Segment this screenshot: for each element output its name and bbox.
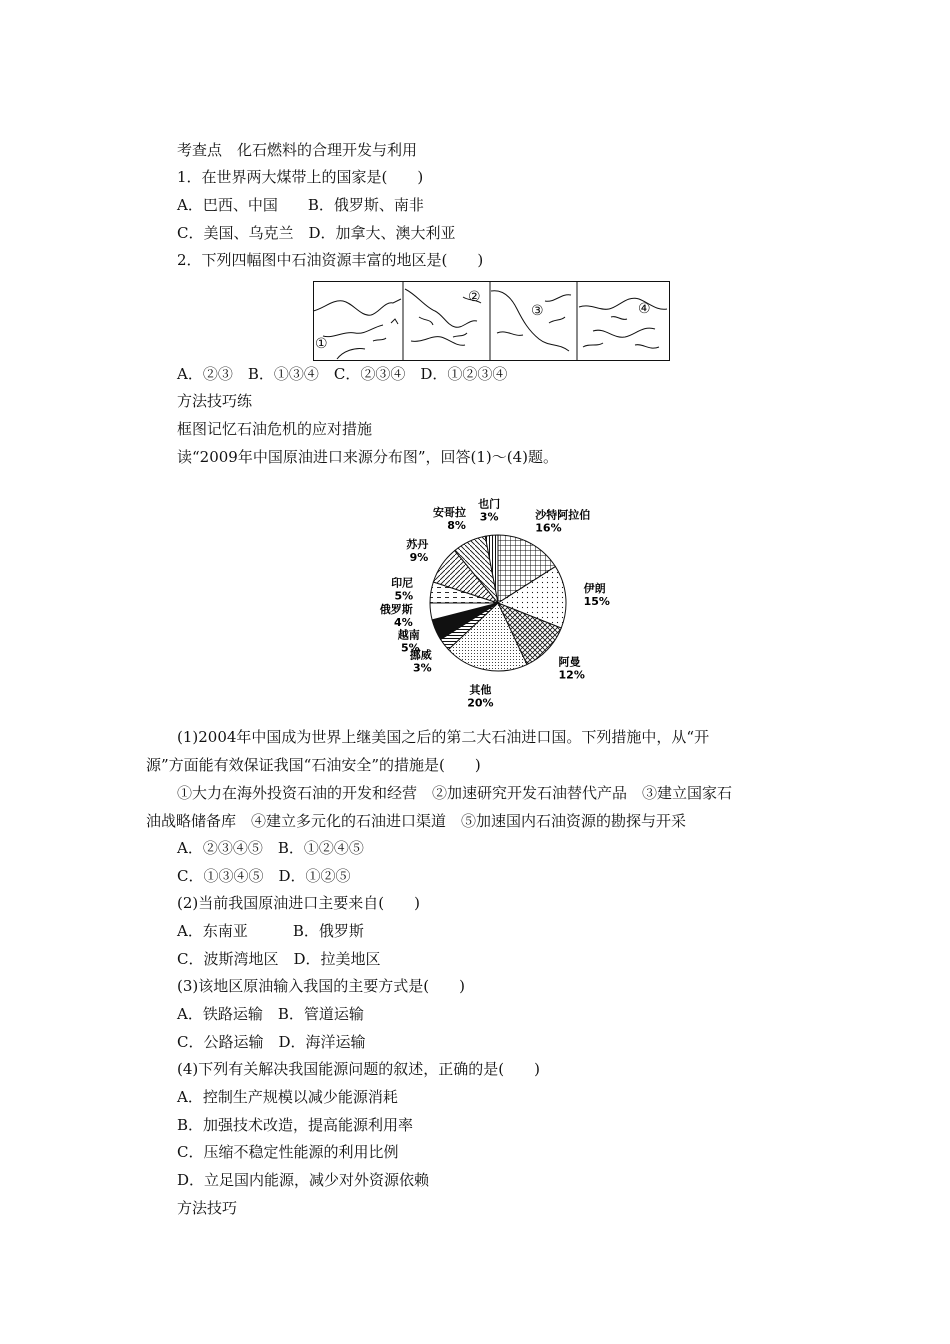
pie-value-9: 8% <box>447 518 466 532</box>
q1-options-ab: A．巴西、中国 B．俄罗斯、南非 <box>177 196 424 214</box>
pie-value-0: 16% <box>535 521 562 535</box>
map-marker-1: ① <box>315 336 328 352</box>
crude-oil-import-pie-chart <box>379 497 610 710</box>
pie-label-2: 阿曼 <box>558 655 581 669</box>
pie-label-8: 苏丹 <box>406 538 429 552</box>
pie-label-1: 伊朗 <box>583 582 606 596</box>
q1-stem: 1．在世界两大煤带上的国家是( ) <box>177 168 424 186</box>
read-intro: 读“2009年中国原油进口来源分布图”，回答(1)～(4)题。 <box>177 448 559 466</box>
pie-value-1: 15% <box>583 595 610 609</box>
sub4-option-a: A．控制生产规模以减少能源消耗 <box>177 1088 398 1106</box>
pie-label-3: 其他 <box>469 683 492 697</box>
sub2-options-cd: C．波斯湾地区 D．拉美地区 <box>177 950 381 968</box>
pie-label-9: 安哥拉 <box>432 505 466 519</box>
regional-maps-figure <box>313 281 670 361</box>
sub1-stem-line2: 源”方面能有效保证我国“石油安全”的措施是( ) <box>146 756 481 774</box>
pie-value-3: 20% <box>467 696 494 710</box>
map-marker-2: ② <box>468 289 481 305</box>
pie-label-4: 挪威 <box>409 648 432 662</box>
q1-options-cd: C．美国、乌克兰 D．加拿大、澳大利亚 <box>177 224 456 242</box>
sub4-option-b: B．加强技术改造，提高能源利用率 <box>177 1116 414 1134</box>
pie-slices <box>430 535 566 671</box>
q2-options: A．②③ B．①③④ C．②③④ D．①②③④ <box>177 365 508 383</box>
sub2-stem: (2)当前我国原油进口主要来自( ) <box>177 894 420 912</box>
sub4-option-d: D．立足国内能源，减少对外资源依赖 <box>177 1171 430 1189</box>
pie-value-10: 3% <box>479 510 499 524</box>
sub1-items-line1: ①大力在海外投资石油的开发和经营 ②加速研究开发石油替代产品 ③建立国家石 <box>177 784 733 802</box>
pie-value-6: 4% <box>394 615 413 629</box>
pie-value-7: 5% <box>394 589 414 603</box>
pie-label-6: 俄罗斯 <box>379 602 413 616</box>
method-practice-heading: 方法技巧练 <box>177 392 253 410</box>
sub1-options-ab: A．②③④⑤ B．①②④⑤ <box>177 839 364 857</box>
pie-label-7: 印尼 <box>391 576 414 590</box>
pie-label-0: 沙特阿拉伯 <box>535 508 591 522</box>
q2-stem: 2．下列四幅图中石油资源丰富的地区是( ) <box>177 251 484 269</box>
map-marker-3: ③ <box>531 303 544 319</box>
sub1-stem-line1: (1)2004年中国成为世界上继美国之后的第二大石油进口国。下列措施中，从“开 <box>177 728 710 746</box>
sub1-items-line2: 油战略储备库 ④建立多元化的石油进口渠道 ⑤加速国内石油资源的勘探与开采 <box>146 812 687 830</box>
section-title: 考查点 化石燃料的合理开发与利用 <box>177 141 418 159</box>
sub2-options-ab: A．东南亚 B．俄罗斯 <box>177 922 364 940</box>
frame-memory-heading: 框图记忆石油危机的应对措施 <box>177 420 373 438</box>
pie-value-2: 12% <box>558 668 585 682</box>
pie-value-8: 9% <box>409 551 429 565</box>
sub1-options-cd: C．①③④⑤ D．①②⑤ <box>177 867 351 885</box>
pie-value-5: 5% <box>401 641 420 655</box>
pie-label-5: 越南 <box>397 628 420 642</box>
method-tips-heading: 方法技巧 <box>177 1199 238 1217</box>
map-marker-4: ④ <box>638 301 651 317</box>
pie-value-4: 3% <box>413 661 432 675</box>
sub3-options-cd: C．公路运输 D．海洋运输 <box>177 1033 366 1051</box>
sub4-stem: (4)下列有关解决我国能源问题的叙述，正确的是( ) <box>177 1060 540 1078</box>
sub4-option-c: C．压缩不稳定性能源的利用比例 <box>177 1143 399 1161</box>
sub3-options-ab: A．铁路运输 B．管道运输 <box>177 1005 364 1023</box>
sub3-stem: (3)该地区原油输入我国的主要方式是( ) <box>177 977 465 995</box>
pie-label-10: 也门 <box>478 497 501 511</box>
